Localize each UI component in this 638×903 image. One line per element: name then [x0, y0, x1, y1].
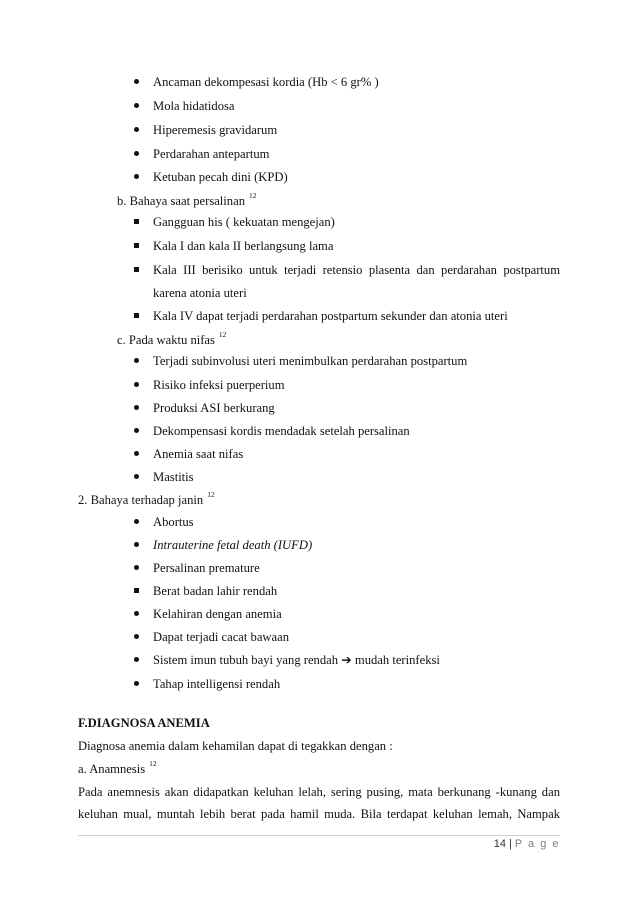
list-item: Kala IV dapat terjadi perdarahan postpartum sekunder dan atonia uteri [153, 308, 508, 324]
list-item: Tahap intelligensi rendah [153, 676, 280, 692]
paragraph-line: keluhan mual, muntah lebih berat pada hamil muda. Bila terdapat keluhan lemah, Nampak [78, 807, 560, 821]
bullet-dot-icon [134, 79, 139, 84]
section-b-heading: b. Bahaya saat persalinan $^{12}$ [117, 191, 257, 208]
bullet-dot-icon [134, 611, 139, 616]
paragraph-line: Pada anemnesis akan didapatkan keluhan lelah, sering pusing, mata berkunang -kunang dan [78, 785, 560, 799]
section-f-heading: F.DIAGNOSA ANEMIA [78, 716, 210, 730]
list-item: Perdarahan antepartum [153, 146, 269, 162]
page-number: 14 [493, 838, 506, 850]
bullet-dot-icon [134, 542, 139, 547]
list-item: Dapat terjadi cacat bawaan [153, 629, 289, 645]
bullet-dot-icon [134, 174, 139, 179]
list-item: Mola hidatidosa [153, 98, 235, 114]
bullet-dot-icon [134, 451, 139, 456]
list-item: Kelahiran dengan anemia [153, 606, 282, 622]
bullet-dot-icon [134, 428, 139, 433]
list-item: Sistem imun tubuh bayi yang rendah ➔ mudah terinfeksi [153, 652, 440, 668]
section-c-heading: c. Pada waktu nifas $^{12}$ [117, 330, 227, 347]
bullet-square-icon [134, 243, 139, 248]
bullet-dot-icon [134, 565, 139, 570]
bullet-square-icon [134, 267, 139, 272]
subsection-a-heading: a. Anamnesis $^{12}$ [78, 759, 157, 776]
list-item: Ancaman dekompesasi kordia (Hb < 6 gr% ) [153, 74, 379, 90]
list-item: Persalinan premature [153, 560, 260, 576]
list-item: Kala III berisiko untuk terjadi retensio plasenta dan perdarahan postpartum [153, 262, 560, 278]
intro-text: Diagnosa anemia dalam kehamilan dapat di tegakkan dengan : [78, 739, 393, 753]
list-item: Dekompensasi kordis mendadak setelah persalinan [153, 423, 410, 439]
list-item: Risiko infeksi puerperium [153, 377, 285, 393]
list-item: Abortus [153, 514, 194, 530]
section-2-heading: 2. Bahaya terhadap janin $^{12}$ [78, 490, 215, 507]
bullet-dot-icon [134, 634, 139, 639]
bullet-dot-icon [134, 151, 139, 156]
list-item: Hiperemesis gravidarum [153, 122, 277, 138]
list-item: Anemia saat nifas [153, 446, 243, 462]
bullet-dot-icon [134, 474, 139, 479]
bullet-dot-icon [134, 358, 139, 363]
list-item-continuation: karena atonia uteri [153, 286, 247, 300]
list-item: Intrauterine fetal death (IUFD) [153, 537, 312, 553]
bullet-dot-icon [134, 681, 139, 686]
bullet-dot-icon [134, 405, 139, 410]
page-label: P a g e [514, 838, 560, 850]
list-item: Kala I dan kala II berlangsung lama [153, 238, 333, 254]
list-item: Gangguan his ( kekuatan mengejan) [153, 214, 335, 230]
bullet-dot-icon [134, 103, 139, 108]
list-item: Berat badan lahir rendah [153, 583, 277, 599]
bullet-dot-icon [134, 127, 139, 132]
bullet-square-icon [134, 588, 139, 593]
list-item: Terjadi subinvolusi uteri menimbulkan perdarahan postpartum [153, 353, 467, 369]
bullet-square-icon [134, 313, 139, 318]
bullet-dot-icon [134, 382, 139, 387]
bullet-dot-icon [134, 657, 139, 662]
page-footer [480, 838, 560, 850]
bullet-dot-icon [134, 519, 139, 524]
list-item: Produksi ASI berkurang [153, 400, 275, 416]
footer-divider [78, 835, 560, 836]
list-item: Ketuban pecah dini (KPD) [153, 169, 288, 185]
list-item: Mastitis [153, 469, 194, 485]
bullet-square-icon [134, 219, 139, 224]
arrow-right-icon: ➔ [338, 653, 355, 667]
footer-separator: | [508, 838, 512, 850]
